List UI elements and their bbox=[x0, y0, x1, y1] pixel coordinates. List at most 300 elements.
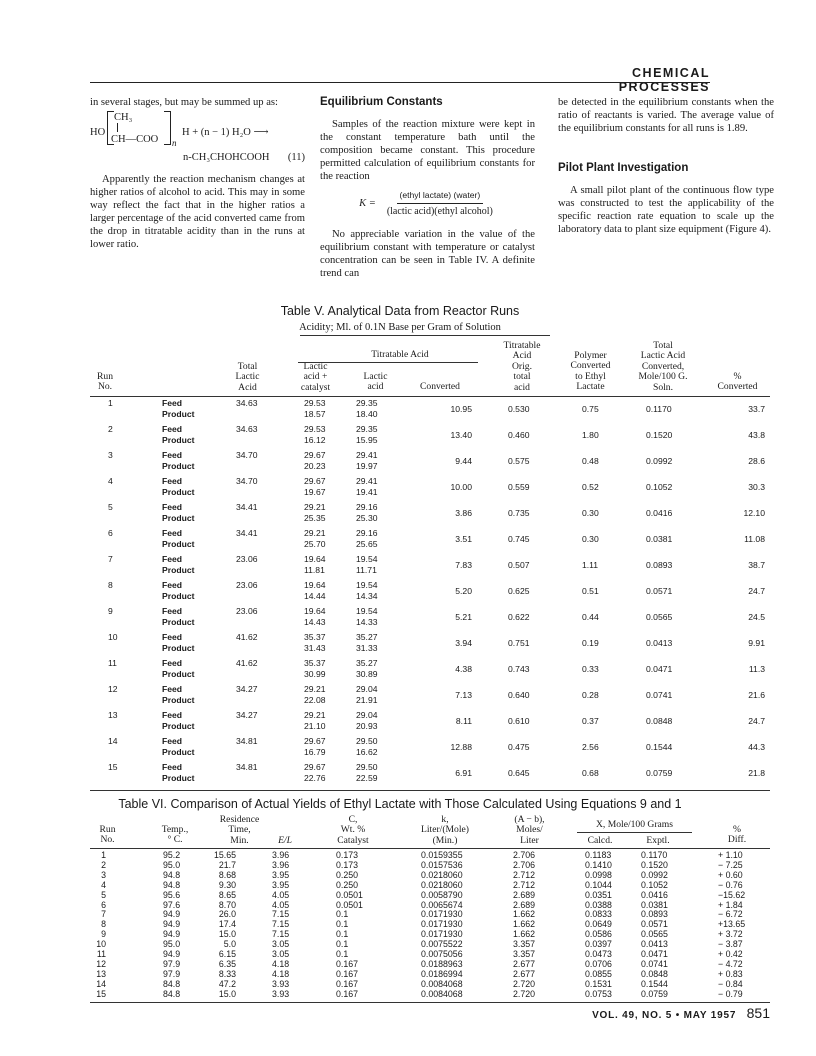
lactic-catalyst-product: 25.70 bbox=[304, 539, 326, 549]
lactic-catalyst-product: 25.35 bbox=[304, 513, 326, 523]
converted-value: 10.00 bbox=[450, 482, 472, 492]
cell-run: 11 bbox=[96, 949, 106, 959]
total-converted: 0.0565 bbox=[646, 612, 673, 622]
formula-n: n bbox=[172, 138, 177, 148]
lactic-catalyst-feed: 29.67 bbox=[304, 450, 326, 460]
cell-catalyst: 0.250 bbox=[336, 869, 359, 880]
page-number: 851 bbox=[746, 1005, 770, 1021]
cell-run: 10 bbox=[96, 939, 106, 950]
cell-k: 0.0218060 bbox=[421, 869, 463, 880]
cell-run: 12 bbox=[96, 958, 106, 969]
table-row bbox=[0, 959, 816, 969]
cell-k: 0.0084068 bbox=[421, 978, 463, 989]
cell-ab: 3.357 bbox=[513, 949, 536, 959]
lactic-catalyst-feed: 35.37 bbox=[304, 658, 326, 668]
cell-k: 0.0157536 bbox=[421, 859, 463, 870]
cell-el: 7.15 bbox=[272, 909, 290, 920]
cell-calcd: 0.0351 bbox=[585, 889, 612, 900]
lactic-catalyst-feed: 19.64 bbox=[304, 606, 326, 616]
titratable-ratio: 0.575 bbox=[508, 456, 530, 466]
formula-ho: HO bbox=[90, 127, 106, 138]
cell-temp: 94.9 bbox=[163, 929, 181, 940]
lactic-catalyst-feed: 29.67 bbox=[304, 476, 326, 486]
cell-time: 8.68 bbox=[218, 869, 236, 880]
product-label: Product bbox=[162, 721, 195, 731]
run-number: 8 bbox=[108, 580, 113, 590]
cell-exptl: 0.0992 bbox=[641, 869, 668, 880]
header-rule bbox=[90, 82, 710, 83]
cell-el: 3.96 bbox=[272, 859, 290, 870]
lactic-acid-feed: 29.16 bbox=[356, 528, 378, 538]
cell-calcd: 0.0998 bbox=[585, 869, 612, 880]
cell-calcd: 0.1183 bbox=[585, 850, 612, 860]
feed-label: Feed bbox=[162, 736, 183, 746]
lactic-acid-feed: 29.41 bbox=[356, 450, 378, 460]
equilibrium-equation bbox=[320, 189, 535, 218]
paragraph: be detected in the equilibrium constants when the ratio of reactants is varied. The average value of the equilibrium constants for all runs is 1.89. bbox=[558, 97, 774, 134]
titratable-ratio: 0.460 bbox=[508, 430, 530, 440]
cell-temp: 94.9 bbox=[163, 919, 181, 930]
cell-el: 4.18 bbox=[272, 968, 290, 979]
cell-calcd: 0.0753 bbox=[585, 988, 612, 999]
product-label: Product bbox=[162, 435, 195, 445]
polymer-value: 0.48 bbox=[582, 456, 599, 466]
titratable-ratio: 0.640 bbox=[508, 690, 530, 700]
column-1 bbox=[90, 96, 305, 251]
cell-run: 9 bbox=[101, 929, 106, 940]
total-converted: 0.0992 bbox=[646, 456, 673, 466]
cell-catalyst: 0.250 bbox=[336, 879, 359, 890]
cell-catalyst: 0.1 bbox=[336, 919, 349, 930]
feed-label: Feed bbox=[162, 528, 183, 538]
lactic-acid-feed: 29.35 bbox=[356, 398, 378, 408]
cell-k: 0.0075056 bbox=[421, 949, 463, 959]
lactic-catalyst-product: 16.12 bbox=[304, 435, 326, 445]
cell-el: 3.05 bbox=[272, 949, 290, 959]
total-lactic-acid: 34.63 bbox=[236, 424, 258, 434]
table-row bbox=[0, 658, 816, 682]
cell-calcd: 0.0473 bbox=[585, 949, 612, 959]
lactic-acid-product: 11.71 bbox=[356, 565, 377, 575]
reaction-formula bbox=[90, 109, 305, 173]
cell-el: 3.93 bbox=[272, 988, 290, 999]
lactic-catalyst-product: 18.57 bbox=[304, 409, 326, 419]
formula-bottom: CH—COO bbox=[111, 134, 159, 145]
titratable-ratio: 0.622 bbox=[508, 612, 530, 622]
total-lactic-acid: 34.70 bbox=[236, 476, 258, 486]
converted-value: 5.21 bbox=[455, 612, 472, 622]
total-converted: 0.0759 bbox=[646, 768, 673, 778]
cell-k: 0.0065674 bbox=[421, 899, 463, 910]
total-converted: 0.1520 bbox=[646, 430, 673, 440]
table-row bbox=[0, 979, 816, 989]
x-header: X, Mole/100 Grams bbox=[595, 819, 673, 830]
table-row bbox=[0, 939, 816, 949]
titratable-ratio: 0.530 bbox=[508, 404, 530, 414]
lactic-acid-product: 16.62 bbox=[356, 747, 378, 757]
cell-temp: 95.2 bbox=[163, 850, 181, 860]
cell-catalyst: 0.1 bbox=[336, 949, 349, 959]
cell-diff: +13.65 bbox=[718, 919, 746, 930]
cell-exptl: 0.0565 bbox=[641, 929, 668, 940]
column-3 bbox=[558, 96, 774, 236]
section-heading: Equilibrium Constants bbox=[320, 96, 443, 108]
cell-ab: 3.357 bbox=[513, 939, 536, 950]
cell-ab: 2.706 bbox=[513, 850, 536, 860]
polymer-value: 0.68 bbox=[582, 768, 599, 778]
cell-time: 15.0 bbox=[218, 929, 236, 940]
run-number: 5 bbox=[108, 502, 113, 512]
lactic-acid-feed: 29.16 bbox=[356, 502, 378, 512]
cell-ab: 2.712 bbox=[513, 869, 536, 880]
cell-el: 4.18 bbox=[272, 958, 290, 969]
total-converted: 0.0416 bbox=[646, 508, 673, 518]
lactic-acid-product: 25.30 bbox=[356, 513, 378, 523]
feed-label: Feed bbox=[162, 762, 183, 772]
lactic-acid-feed: 29.35 bbox=[356, 424, 378, 434]
cell-k: 0.0075522 bbox=[421, 939, 463, 950]
percent-converted: 30.3 bbox=[748, 482, 765, 492]
polymer-value: 2.56 bbox=[582, 742, 599, 752]
product-label: Product bbox=[162, 513, 195, 523]
run-number: 2 bbox=[108, 424, 113, 434]
total-converted: 0.0741 bbox=[646, 690, 673, 700]
table-vi-bottom-rule bbox=[90, 1002, 770, 1003]
run-number: 4 bbox=[108, 476, 113, 486]
cell-diff: − 4.72 bbox=[718, 958, 743, 969]
polymer-value: 0.30 bbox=[582, 508, 599, 518]
cell-run: 1 bbox=[101, 850, 106, 860]
cell-diff: − 0.76 bbox=[718, 879, 743, 890]
polymer-value: 0.51 bbox=[582, 586, 599, 596]
lactic-catalyst-feed: 29.21 bbox=[304, 710, 326, 720]
cell-calcd: 0.0649 bbox=[585, 919, 612, 930]
feed-label: Feed bbox=[162, 632, 183, 642]
converted-value: 7.13 bbox=[455, 690, 472, 700]
lactic-acid-feed: 29.04 bbox=[356, 710, 378, 720]
total-lactic-header: Total Lactic Acid bbox=[235, 361, 260, 393]
table-row bbox=[0, 880, 816, 890]
total-lactic-acid: 34.81 bbox=[236, 762, 258, 772]
product-label: Product bbox=[162, 591, 195, 601]
lactic-catalyst-product: 22.08 bbox=[304, 695, 326, 705]
cell-ab: 2.677 bbox=[513, 968, 536, 979]
cell-exptl: 0.0471 bbox=[641, 949, 668, 959]
total-converted: 0.1052 bbox=[646, 482, 673, 492]
titratable-ratio: 0.625 bbox=[508, 586, 530, 596]
lactic-acid-feed: 35.27 bbox=[356, 632, 378, 642]
lactic-catalyst-product: 19.67 bbox=[304, 487, 326, 497]
cell-ab: 2.677 bbox=[513, 958, 536, 969]
formula-product: n-CH₃CHOHCOOH bbox=[183, 152, 270, 163]
cell-time: 17.4 bbox=[218, 919, 236, 930]
cell-catalyst: 0.167 bbox=[336, 988, 359, 999]
product-label: Product bbox=[162, 643, 195, 653]
percent-converted: 11.08 bbox=[744, 534, 765, 544]
cell-el: 3.93 bbox=[272, 978, 290, 989]
catalyst-header: C, Wt. % Catalyst bbox=[337, 814, 369, 846]
lactic-acid-feed: 29.50 bbox=[356, 736, 378, 746]
el-header: E/L bbox=[278, 835, 292, 846]
cell-run: 4 bbox=[101, 879, 106, 890]
titratable-acid-group-header: Titratable Acid bbox=[371, 349, 429, 360]
lactic-acid-product: 31.33 bbox=[356, 643, 378, 653]
product-label: Product bbox=[162, 695, 195, 705]
table-row bbox=[0, 736, 816, 760]
cell-diff: + 1.10 bbox=[718, 850, 743, 860]
run-number: 6 bbox=[108, 528, 113, 538]
run-number: 15 bbox=[108, 762, 118, 772]
converted-value: 3.94 bbox=[455, 638, 472, 648]
percent-converted: 21.8 bbox=[748, 768, 765, 778]
cell-k: 0.0218060 bbox=[421, 879, 463, 890]
right-bracket bbox=[164, 111, 171, 145]
polymer-value: 0.44 bbox=[582, 612, 599, 622]
formula-rest: H + (n − 1) H₂O ⟶ bbox=[182, 127, 269, 138]
cell-ab: 2.712 bbox=[513, 879, 536, 890]
product-label: Product bbox=[162, 669, 195, 679]
feed-label: Feed bbox=[162, 606, 183, 616]
converted-value: 3.86 bbox=[455, 508, 472, 518]
cell-diff: −15.62 bbox=[718, 889, 746, 900]
cell-el: 3.95 bbox=[272, 879, 290, 890]
cell-exptl: 0.0893 bbox=[641, 909, 668, 920]
titratable-ratio: 0.507 bbox=[508, 560, 530, 570]
lactic-acid-feed: 29.41 bbox=[356, 476, 378, 486]
cell-calcd: 0.0397 bbox=[585, 939, 612, 950]
cell-temp: 97.6 bbox=[163, 899, 181, 910]
cell-ab: 2.689 bbox=[513, 889, 536, 900]
feed-label: Feed bbox=[162, 684, 183, 694]
cell-calcd: 0.0586 bbox=[585, 929, 612, 940]
paragraph: in several stages, but may be summed up as: bbox=[90, 97, 278, 108]
table-row bbox=[0, 398, 816, 422]
total-lactic-acid: 34.27 bbox=[236, 684, 258, 694]
lactic-acid-product: 30.89 bbox=[356, 669, 378, 679]
cell-ab: 2.720 bbox=[513, 978, 536, 989]
cell-catalyst: 0.167 bbox=[336, 978, 359, 989]
cell-calcd: 0.0855 bbox=[585, 968, 612, 979]
cell-run: 15 bbox=[96, 988, 106, 999]
total-lactic-acid: 41.62 bbox=[236, 658, 258, 668]
feed-label: Feed bbox=[162, 476, 183, 486]
cell-catalyst: 0.173 bbox=[336, 859, 359, 870]
table-row bbox=[0, 476, 816, 500]
cell-time: 21.7 bbox=[218, 859, 236, 870]
feed-label: Feed bbox=[162, 580, 183, 590]
cell-catalyst: 0.0501 bbox=[336, 889, 363, 900]
cell-temp: 94.8 bbox=[163, 869, 181, 880]
lactic-acid-feed: 29.50 bbox=[356, 762, 378, 772]
feed-label: Feed bbox=[162, 502, 183, 512]
lactic-catalyst-feed: 29.53 bbox=[304, 398, 326, 408]
titratable-ratio: 0.735 bbox=[508, 508, 530, 518]
converted-value: 3.51 bbox=[455, 534, 472, 544]
table-row bbox=[0, 900, 816, 910]
cell-time: 8.70 bbox=[218, 899, 236, 910]
cell-calcd: 0.1410 bbox=[585, 859, 612, 870]
polymer-value: 0.33 bbox=[582, 664, 599, 674]
cell-temp: 94.9 bbox=[163, 909, 181, 920]
cell-calcd: 0.0833 bbox=[585, 909, 612, 920]
table-row bbox=[0, 528, 816, 552]
table-v-bottom-rule bbox=[90, 790, 770, 791]
ab-header: (A − b), Moles/ Liter bbox=[514, 814, 545, 846]
lactic-catalyst-feed: 29.53 bbox=[304, 424, 326, 434]
cell-ab: 1.662 bbox=[513, 929, 536, 940]
section-header: CHEMICAL PROCESSES bbox=[618, 66, 710, 94]
formula-top: CH₃ bbox=[114, 112, 133, 123]
cell-run: 13 bbox=[96, 968, 106, 979]
table-row bbox=[0, 606, 816, 630]
cell-exptl: 0.0416 bbox=[641, 889, 668, 900]
product-label: Product bbox=[162, 539, 195, 549]
cell-time: 47.2 bbox=[218, 978, 236, 989]
cell-k: 0.0159355 bbox=[421, 850, 463, 860]
cell-k: 0.0084068 bbox=[421, 988, 463, 999]
cell-catalyst: 0.167 bbox=[336, 968, 359, 979]
cell-run: 7 bbox=[101, 909, 106, 920]
cell-time: 5.0 bbox=[223, 939, 236, 950]
total-lactic-acid: 34.70 bbox=[236, 450, 258, 460]
percent-converted: 33.7 bbox=[748, 404, 765, 414]
table-row bbox=[0, 929, 816, 939]
column-2 bbox=[320, 96, 535, 280]
lactic-acid-feed: 29.04 bbox=[356, 684, 378, 694]
lactic-acid-feed: 19.54 bbox=[356, 554, 378, 564]
titratable-ratio: 0.745 bbox=[508, 534, 530, 544]
table-row bbox=[0, 450, 816, 474]
feed-label: Feed bbox=[162, 554, 183, 564]
cell-exptl: 0.0381 bbox=[641, 899, 668, 910]
run-number: 7 bbox=[108, 554, 113, 564]
cell-temp: 94.8 bbox=[163, 879, 181, 890]
cell-ab: 2.706 bbox=[513, 859, 536, 870]
lactic-catalyst-header: Lactic acid + catalyst bbox=[300, 361, 331, 393]
percent-converted: 38.7 bbox=[748, 560, 765, 570]
product-label: Product bbox=[162, 409, 195, 419]
percent-converted: 43.8 bbox=[748, 430, 765, 440]
total-converted: 0.0381 bbox=[646, 534, 673, 544]
paragraph: Apparently the reaction mechanism changes at higher ratios of alcohol to acid. This may in some way reflect the fact that in the higher ratios a larger percentage of the acid converted came from the drop in titratable acidity than in the runs at lower ratio. bbox=[90, 174, 305, 250]
diff-header: % Diff. bbox=[727, 824, 747, 846]
lactic-acid-product: 22.59 bbox=[356, 773, 378, 783]
cell-calcd: 0.1531 bbox=[585, 978, 612, 989]
cell-el: 3.05 bbox=[272, 939, 290, 950]
equation-numerator: (ethyl lactate) (water) bbox=[397, 189, 484, 204]
cell-catalyst: 0.1 bbox=[336, 929, 349, 940]
total-converted: 0.0413 bbox=[646, 638, 673, 648]
lactic-acid-product: 14.33 bbox=[356, 617, 378, 627]
feed-label: Feed bbox=[162, 710, 183, 720]
run-number: 14 bbox=[108, 736, 118, 746]
titratable-acid-header: Titratable Acid Orig. total acid bbox=[503, 340, 541, 393]
feed-label: Feed bbox=[162, 658, 183, 668]
table-row bbox=[0, 870, 816, 880]
cell-exptl: 0.0759 bbox=[641, 988, 668, 999]
cell-exptl: 0.1544 bbox=[641, 978, 668, 989]
converted-value: 13.40 bbox=[450, 430, 472, 440]
cell-temp: 95.6 bbox=[163, 889, 181, 900]
table-row bbox=[0, 890, 816, 900]
equation-k: K = bbox=[359, 198, 376, 209]
cell-run: 8 bbox=[101, 919, 106, 930]
titratable-ratio: 0.751 bbox=[508, 638, 530, 648]
cell-el: 3.95 bbox=[272, 869, 290, 880]
total-converted: 0.0848 bbox=[646, 716, 673, 726]
polymer-value: 0.19 bbox=[582, 638, 599, 648]
total-converted: 0.0471 bbox=[646, 664, 673, 674]
cell-catalyst: 0.173 bbox=[336, 850, 359, 860]
cell-exptl: 0.1052 bbox=[641, 879, 668, 890]
cell-k: 0.0171930 bbox=[421, 919, 463, 930]
cell-time: 6.15 bbox=[218, 949, 236, 959]
percent-converted: 24.5 bbox=[748, 612, 765, 622]
cell-diff: − 0.79 bbox=[718, 988, 743, 999]
x-group-rule bbox=[577, 832, 692, 833]
table-row bbox=[0, 632, 816, 656]
calcd-header: Calcd. bbox=[587, 835, 613, 846]
cell-diff: − 6.72 bbox=[718, 909, 743, 920]
cell-el: 4.05 bbox=[272, 889, 290, 900]
lactic-acid-header: Lactic acid bbox=[363, 371, 388, 393]
percent-converted: 24.7 bbox=[748, 716, 765, 726]
total-lactic-acid: 23.06 bbox=[236, 580, 258, 590]
table-row bbox=[0, 554, 816, 578]
cell-time: 6.35 bbox=[218, 958, 236, 969]
cell-diff: − 0.84 bbox=[718, 978, 743, 989]
cell-temp: 97.9 bbox=[163, 968, 181, 979]
cell-temp: 97.9 bbox=[163, 958, 181, 969]
table-row bbox=[0, 580, 816, 604]
lactic-catalyst-feed: 29.21 bbox=[304, 528, 326, 538]
polymer-value: 1.80 bbox=[582, 430, 599, 440]
table-row bbox=[0, 919, 816, 929]
total-converted: 0.1170 bbox=[646, 404, 672, 414]
cell-run: 14 bbox=[96, 978, 106, 989]
time-header: Residence Time, Min. bbox=[219, 814, 260, 846]
cell-k: 0.0171930 bbox=[421, 929, 463, 940]
table-row bbox=[0, 989, 816, 999]
cell-k: 0.0171930 bbox=[421, 909, 463, 920]
equation-number: (11) bbox=[287, 152, 305, 163]
product-label: Product bbox=[162, 617, 195, 627]
section-heading: Pilot Plant Investigation bbox=[558, 162, 689, 174]
percent-converted-header: % Converted bbox=[717, 371, 758, 393]
cell-catalyst: 0.1 bbox=[336, 939, 349, 950]
page-footer bbox=[500, 1005, 770, 1023]
product-label: Product bbox=[162, 461, 195, 471]
equation-denominator: (lactic acid)(ethyl alcohol) bbox=[386, 206, 493, 217]
cell-diff: + 1.84 bbox=[718, 899, 743, 910]
lactic-acid-product: 15.95 bbox=[356, 435, 378, 445]
cell-temp: 84.8 bbox=[163, 988, 181, 999]
polymer-value: 0.28 bbox=[582, 690, 599, 700]
table-vi-title: Table VI. Comparison of Actual Yields of Ethyl Lactate with Those Calculated Using Equations 9 and 1 bbox=[118, 797, 682, 811]
cell-temp: 95.0 bbox=[163, 859, 181, 870]
total-lactic-acid: 34.41 bbox=[236, 502, 258, 512]
lactic-acid-feed: 35.27 bbox=[356, 658, 378, 668]
bond-line bbox=[117, 123, 118, 132]
lactic-catalyst-feed: 29.21 bbox=[304, 684, 326, 694]
converted-value: 8.11 bbox=[455, 716, 472, 726]
lactic-acid-product: 19.41 bbox=[356, 487, 378, 497]
table-row bbox=[0, 860, 816, 870]
table-vi-header-rule bbox=[90, 848, 770, 849]
total-converted: 0.0571 bbox=[646, 586, 673, 596]
subtitle-rule bbox=[300, 335, 550, 336]
feed-label: Feed bbox=[162, 424, 183, 434]
